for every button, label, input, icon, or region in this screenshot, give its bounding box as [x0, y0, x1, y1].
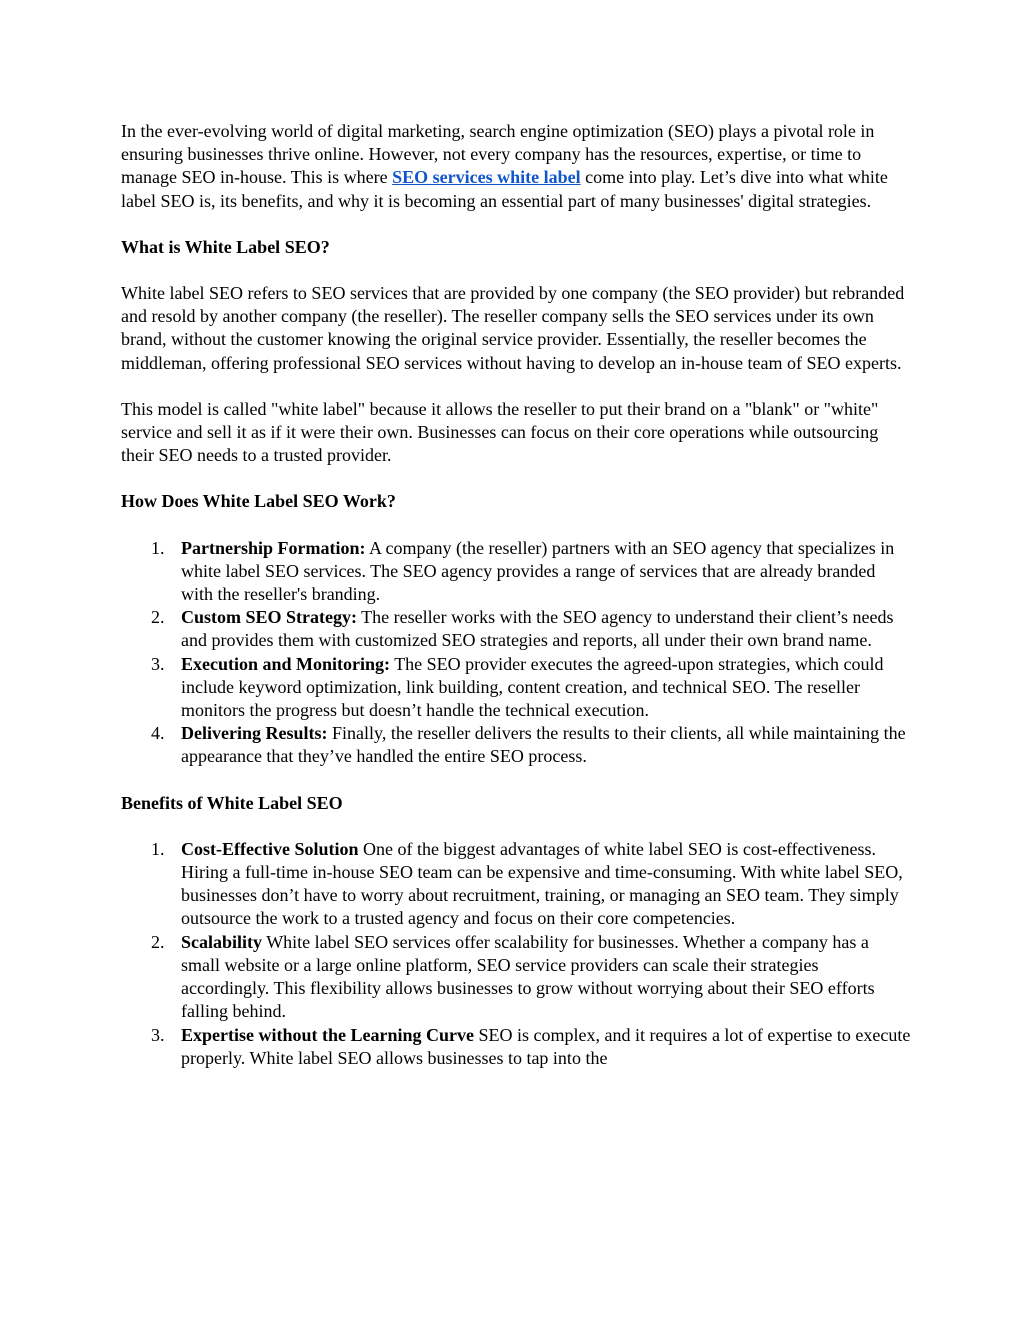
- intro-paragraph: [121, 120, 911, 213]
- list-number: 4.: [151, 723, 165, 744]
- list-item-term: Partnership Formation:: [181, 537, 366, 558]
- list-number: 2.: [151, 607, 165, 628]
- list-number: 1.: [151, 838, 165, 859]
- list-item-text: Finally, the reseller delivers the results to their clients, all while maintaining the appearance that they’ve handled the entire SEO process.: [181, 723, 906, 767]
- what-paragraph-1: White label SEO refers to SEO services that are provided by one company (the SEO provider) but rebranded and resold by another company (the reseller). The reseller company sells the SEO services under its own brand, without the customer knowing the original service provider. Essentially, the reseller becomes the middleman, offering professional SEO services without having to develop an in-house team of SEO experts.: [121, 283, 905, 373]
- list-item-term: Scalability: [181, 931, 263, 952]
- list-item-text: White label SEO services offer scalability for businesses. Whether a company has a small website or a large online platform, SEO service providers can scale their strategies accordingly. This flexibility allows businesses to grow without worrying about their SEO efforts falling behind.: [181, 931, 875, 1022]
- list-item: [121, 606, 911, 652]
- list-item: [121, 1024, 911, 1070]
- list-item-term: Cost-Effective Solution: [181, 838, 359, 859]
- how-it-works-list: [121, 537, 911, 769]
- list-number: 3.: [151, 653, 165, 674]
- intro-text-after-link: come into play. Let’s dive into what white label SEO is, its benefits, and why it is becoming an essential part of many businesses' digital strategies.: [121, 167, 888, 211]
- list-number: 2.: [151, 931, 165, 952]
- list-item-text: One of the biggest advantages of white label SEO is cost-effectiveness. Hiring a full-time in-house SEO team can be expensive and time-consuming. With white label SEO, businesses don’t have to worry about recruitment, training, or managing an SEO team. They simply outsource the work to a trusted agency and focus on their core competencies.: [181, 838, 903, 929]
- list-item-term: Expertise without the Learning Curve: [181, 1024, 474, 1045]
- list-item-text: The reseller works with the SEO agency to understand their client’s needs and provides them with customized SEO strategies and reports, all under their own brand name.: [181, 607, 894, 651]
- list-item-term: Execution and Monitoring:: [181, 653, 391, 674]
- list-number: 3.: [151, 1024, 165, 1045]
- list-number: 1.: [151, 537, 165, 558]
- heading-what-is-white-label-seo: What is White Label SEO?: [121, 236, 330, 257]
- heading-benefits: Benefits of White Label SEO: [121, 792, 343, 813]
- list-item: [121, 931, 911, 1024]
- list-item: [121, 537, 911, 607]
- list-item: [121, 653, 911, 723]
- list-item-text: The SEO provider executes the agreed-upon strategies, which could include keyword optimization, link building, content creation, and technical SEO. The reseller monitors the progress but doesn’t handle the technical execution.: [181, 653, 884, 721]
- seo-services-white-label-link[interactable]: SEO services white label: [392, 167, 581, 188]
- list-item-text: SEO is complex, and it requires a lot of expertise to execute properly. White label SEO allows businesses to tap into the: [181, 1024, 911, 1068]
- list-item: [121, 722, 911, 768]
- intro-text-before-link: In the ever-evolving world of digital marketing, search engine optimization (SEO) plays a pivotal role in ensuring businesses thrive online. However, not every company has the resources, expertise, or time to manage SEO in-house. This is where: [121, 121, 875, 188]
- list-item-text: A company (the reseller) partners with an SEO agency that specializes in white label SEO services. The SEO agency provides a range of services that are already branded with the reseller's branding.: [181, 537, 895, 605]
- what-paragraph-2: This model is called "white label" because it allows the reseller to put their brand on a "blank" or "white" service and sell it as if it were their own. Businesses can focus on their core operations while outsourcing their SEO needs to a trusted provider.: [121, 398, 879, 466]
- list-item-term: Delivering Results:: [181, 723, 328, 744]
- heading-how-does-it-work: How Does White Label SEO Work?: [121, 491, 396, 512]
- list-item: [121, 838, 911, 931]
- document-page: [121, 120, 911, 1093]
- benefits-list: [121, 838, 911, 1070]
- list-item-term: Custom SEO Strategy:: [181, 607, 357, 628]
